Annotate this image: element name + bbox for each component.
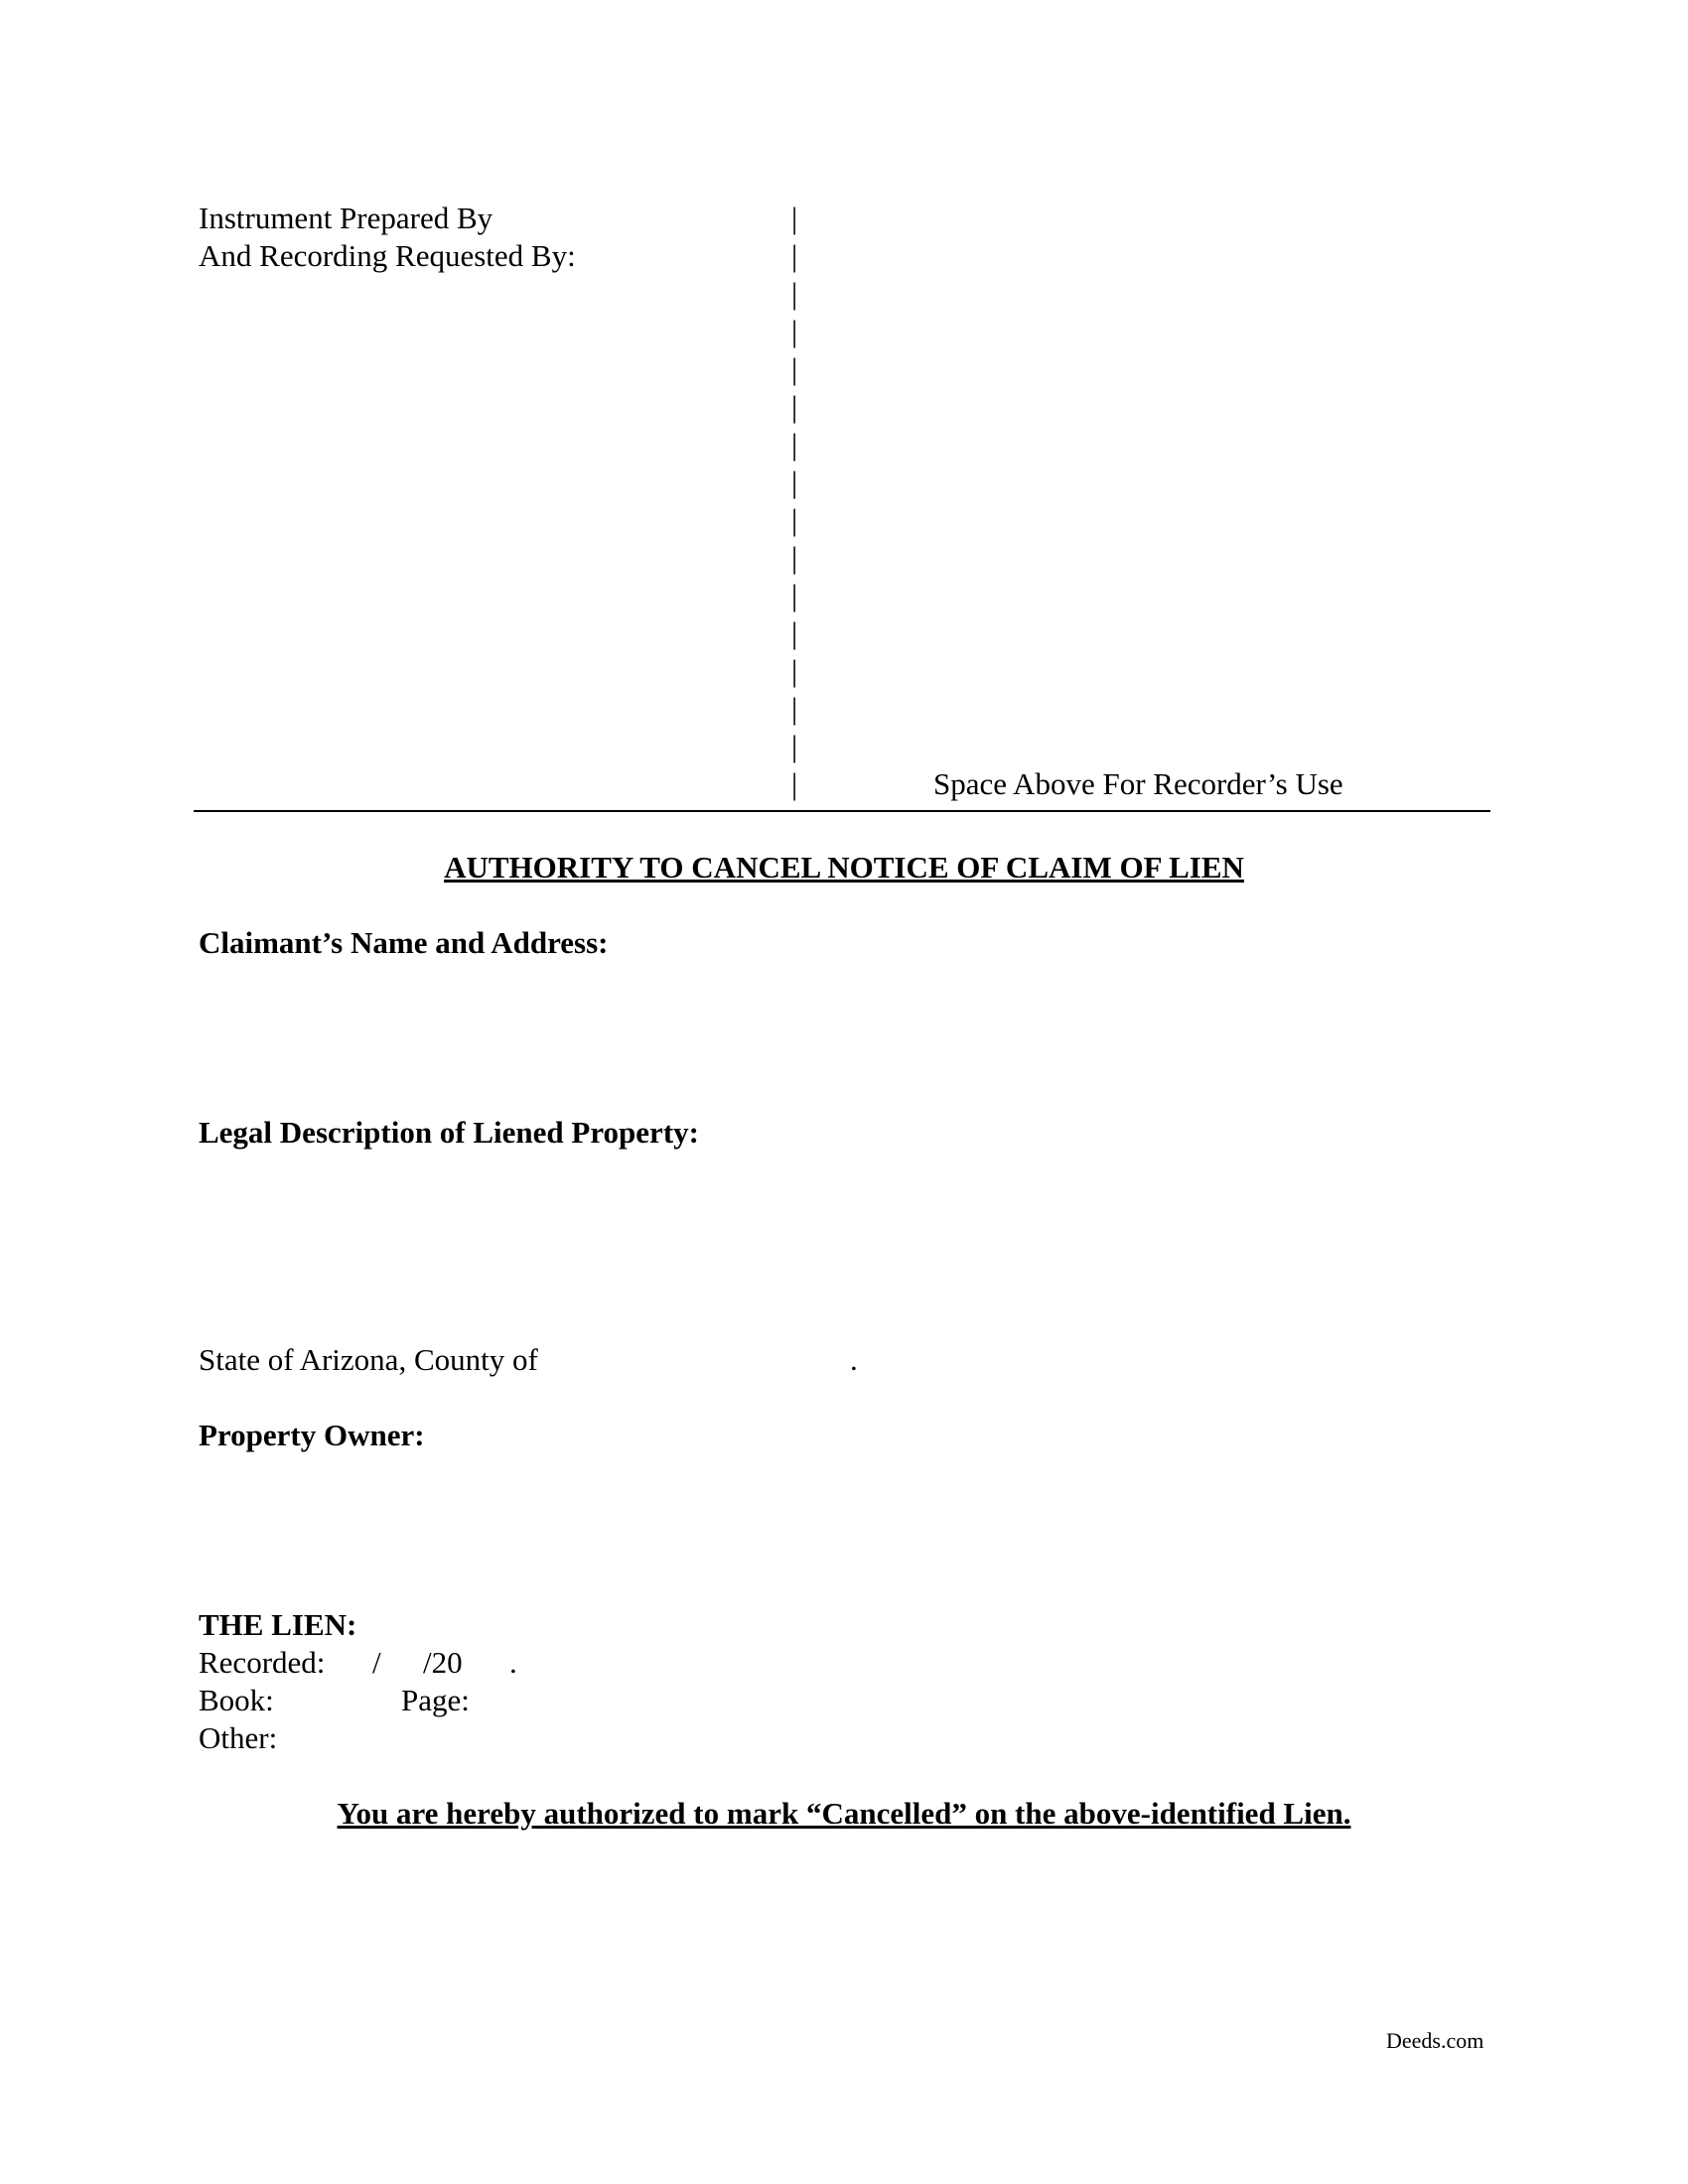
recorded-period: . <box>509 1645 517 1680</box>
separator-pipe: | <box>791 238 798 273</box>
claimant-label: Claimant’s Name and Address: <box>199 925 609 960</box>
separator-pipe: | <box>791 578 798 613</box>
prepared-by-line-2: And Recording Requested By: <box>199 238 576 273</box>
separator-pipe: | <box>791 314 798 348</box>
recorder-space-label: Space Above For Recorder’s Use <box>933 766 1343 801</box>
lien-heading: THE LIEN: <box>199 1607 357 1642</box>
legal-description-label: Legal Description of Liened Property: <box>199 1115 699 1150</box>
document-title: AUTHORITY TO CANCEL NOTICE OF CLAIM OF LIEN <box>444 850 1244 885</box>
separator-pipe: | <box>791 729 798 763</box>
separator-pipe: | <box>791 465 798 499</box>
separator-pipe: | <box>791 766 798 801</box>
separator-pipe: | <box>791 351 798 386</box>
footer-brand: Deeds.com <box>1386 2028 1484 2053</box>
recorded-slash: / <box>372 1645 381 1680</box>
separator-pipe: | <box>791 691 798 726</box>
separator-pipe: | <box>791 201 798 235</box>
recorded-label: Recorded: <box>199 1645 326 1680</box>
separator-pipe: | <box>791 653 798 688</box>
property-owner-label: Property Owner: <box>199 1418 425 1452</box>
separator-pipe: | <box>791 427 798 462</box>
authorization-statement: You are hereby authorized to mark “Cancelled” on the above-identified Lien. <box>337 1796 1351 1831</box>
state-county-line: State of Arizona, County of <box>199 1342 538 1377</box>
page-label: Page: <box>401 1683 470 1717</box>
state-county-period: . <box>850 1342 858 1377</box>
other-label: Other: <box>199 1720 278 1755</box>
separator-pipe: | <box>791 615 798 650</box>
separator-pipe: | <box>791 502 798 537</box>
recorded-year: /20 <box>423 1645 463 1680</box>
separator-pipe: | <box>791 540 798 575</box>
separator-pipe: | <box>791 276 798 311</box>
book-label: Book: <box>199 1683 274 1717</box>
separator-pipe: | <box>791 389 798 424</box>
prepared-by-line-1: Instrument Prepared By <box>199 201 493 235</box>
header-divider-line <box>194 810 1490 812</box>
